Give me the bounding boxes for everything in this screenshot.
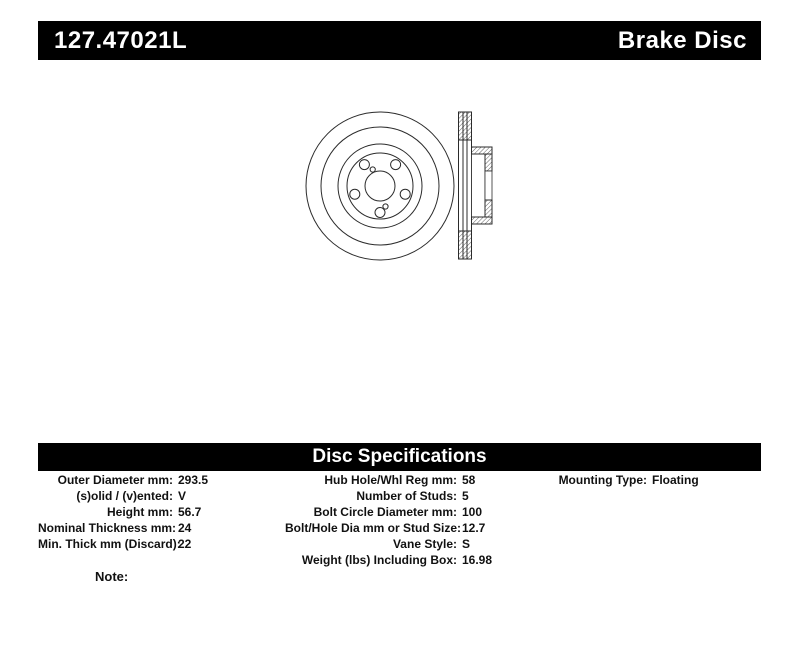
- spec-row: [285, 552, 492, 568]
- set-screw-hole: [383, 204, 388, 209]
- section-rim-top: [459, 112, 472, 140]
- section-rim-bottom: [459, 231, 472, 259]
- spec-value: Floating: [652, 473, 699, 487]
- stud-hole: [359, 160, 369, 170]
- section-hat-bottom-flange: [472, 217, 493, 224]
- spec-column-mounting: [530, 472, 699, 488]
- spec-row: [38, 536, 208, 552]
- section-center-hole: [485, 171, 492, 200]
- spec-row: [285, 536, 492, 552]
- spec-value: 12.7: [462, 521, 486, 535]
- spec-label: Weight (lbs) Including Box:: [301, 553, 457, 567]
- section-inboard-plate: [467, 140, 472, 231]
- spec-row: [285, 520, 492, 536]
- spec-value: 5: [462, 489, 469, 503]
- hat-outer-edge: [338, 144, 422, 228]
- product-type-title: Brake Disc: [617, 26, 747, 54]
- brake-disc-drawing: [290, 98, 515, 270]
- spec-row: [285, 472, 492, 488]
- spec-value: V: [178, 489, 187, 503]
- spec-label: Number of Studs:: [356, 489, 457, 503]
- section-hat-face-lower: [485, 200, 492, 217]
- set-screw-hole: [370, 167, 375, 172]
- spec-label: Height mm:: [107, 505, 173, 519]
- stud-hole: [375, 208, 385, 218]
- spec-section-title: Disc Specifications: [38, 443, 761, 471]
- spec-column-dimensions: [38, 472, 208, 552]
- spec-label: Mounting Type:: [558, 473, 647, 487]
- spec-label: (s)olid / (v)ented:: [76, 489, 173, 503]
- spec-label: Min. Thick mm (Discard):: [38, 537, 181, 551]
- section-hat-cavity: [472, 154, 486, 217]
- center-hub-hole: [365, 171, 395, 201]
- spec-label: Nominal Thickness mm:: [38, 521, 177, 535]
- spec-row: [285, 504, 492, 520]
- friction-surface-inner-edge: [321, 127, 439, 245]
- spec-label: Bolt Circle Diameter mm:: [313, 505, 457, 519]
- stud-hole: [391, 160, 401, 170]
- spec-row: [38, 472, 208, 488]
- hub-face-edge: [347, 153, 413, 219]
- spec-value: 58: [462, 473, 476, 487]
- disc-outer-edge: [306, 112, 454, 260]
- spec-value: 100: [462, 505, 483, 519]
- spec-value: 56.7: [178, 505, 202, 519]
- brake-disc-section-view: [459, 112, 493, 259]
- spec-column-hub: [285, 472, 492, 568]
- part-number: 127.47021L: [54, 26, 188, 54]
- section-hat-top-flange: [472, 147, 493, 154]
- spec-value: 16.98: [462, 553, 493, 567]
- stud-hole: [400, 189, 410, 199]
- stud-hole: [350, 189, 360, 199]
- spec-value: S: [462, 537, 471, 551]
- spec-value: 293.5: [178, 473, 209, 487]
- note-label: Note:: [95, 569, 129, 584]
- spec-value: 24: [178, 521, 192, 535]
- spec-row: [38, 488, 208, 504]
- spec-row: [38, 520, 208, 536]
- spec-row: [285, 488, 492, 504]
- section-outboard-plate: [459, 140, 464, 231]
- spec-label: Bolt/Hole Dia mm or Stud Size:: [285, 521, 462, 535]
- spec-label: Outer Diameter mm:: [57, 473, 173, 487]
- spec-label: Hub Hole/Whl Reg mm:: [324, 473, 457, 487]
- spec-value: 22: [178, 537, 192, 551]
- spec-row: [530, 472, 699, 488]
- header-bar: [38, 21, 761, 60]
- spec-label: Vane Style:: [392, 537, 457, 551]
- brake-disc-front-view: [306, 112, 454, 260]
- spec-row: [38, 504, 208, 520]
- section-hat-face-upper: [485, 154, 492, 171]
